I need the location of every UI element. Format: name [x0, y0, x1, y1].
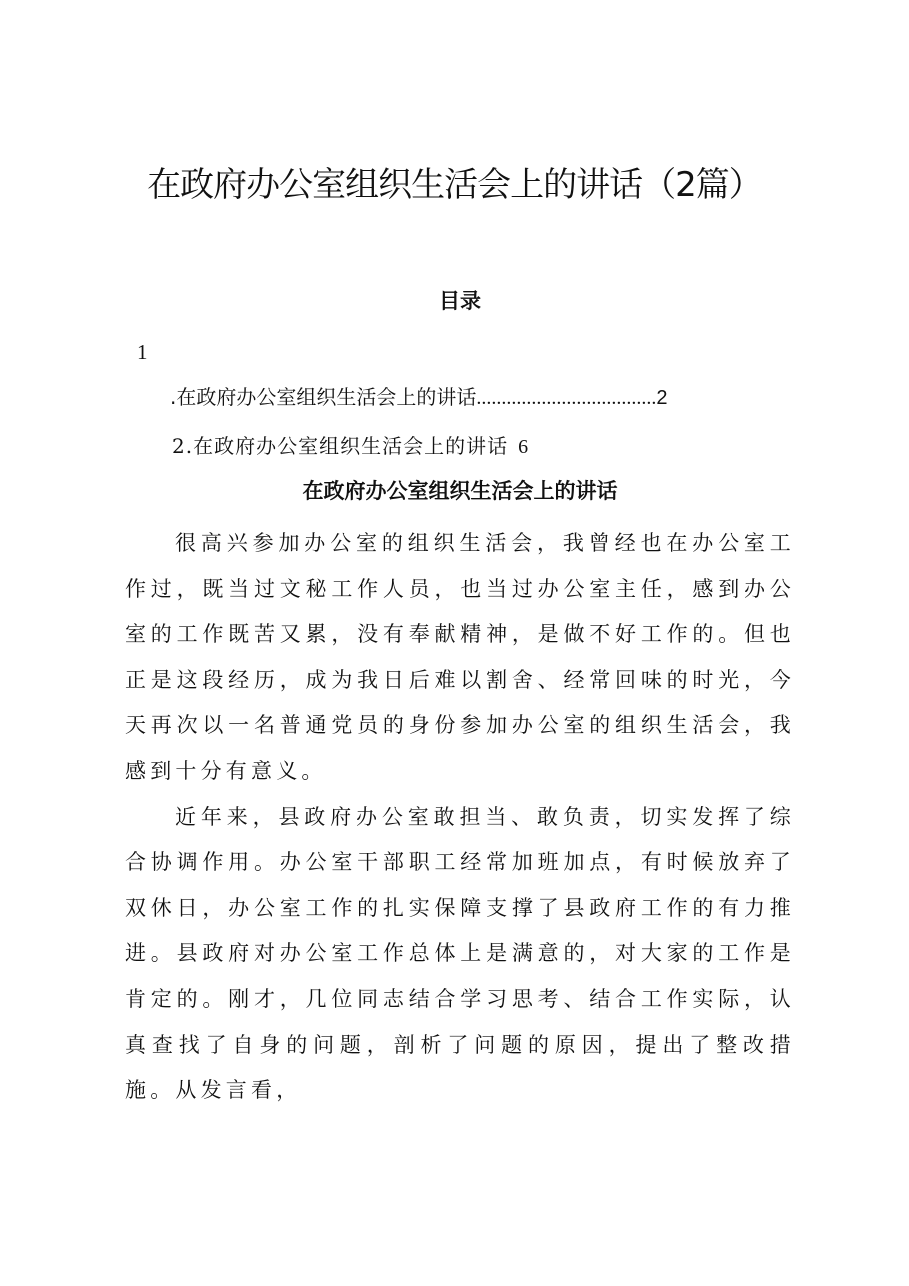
toc-page-number: 6 [518, 436, 530, 458]
toc-entry-text: 2.在政府办公室组织生活会上的讲话 [172, 434, 509, 458]
toc-entry-1[interactable] [170, 383, 770, 412]
toc-number: 1 [137, 340, 148, 364]
toc-entry-2[interactable] [172, 432, 529, 461]
section-title: 在政府办公室组织生活会上的讲话 [302, 478, 618, 503]
paragraph: 很高兴参加办公室的组织生活会，我曾经也在办公室工作过，既当过文秘工作人员，也当过办公室主任，感到办公室的工作既苦又累，没有奉献精神，是做不好工作的。但也正是这段经历，成为我日后难以割舍、经常回味的时光，今天再次以一名普通党员的身份参加办公室的组织生活会，我感到十分有意义。 [125, 531, 795, 783]
toc-leader-dots: .................................... [476, 387, 657, 409]
paragraph: 近年来，县政府办公室敢担当、敢负责，切实发挥了综合协调作用。办公室干部职工经常加班加点，有时候放弃了双休日，办公室工作的扎实保障支撑了县政府工作的有力推进。县政府对办公室工作总体上是满意的，对大家的工作是肯定的。刚才，几位同志结合学习思考、结合工作实际，认真查找了自身的问题，剖析了问题的原因，提出了整改措施。从发言看， [125, 804, 795, 1103]
toc-entry-text: .在政府办公室组织生活会上的讲话 [170, 385, 477, 409]
toc-heading: 目录 [439, 288, 481, 313]
document-title: 在政府办公室组织生活会上的讲话（2篇） [147, 165, 762, 205]
toc-page-number: 2 [656, 387, 668, 409]
body-text [125, 521, 795, 1114]
